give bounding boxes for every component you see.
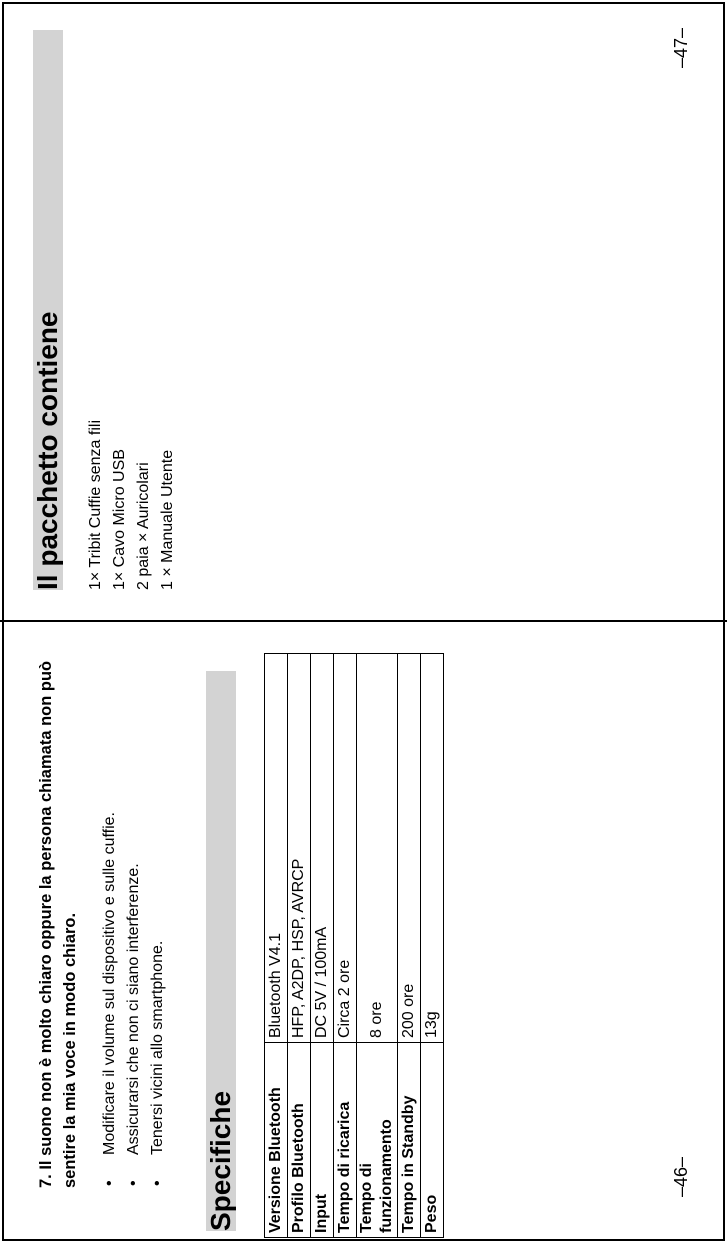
- spec-value: 200 ore: [398, 654, 421, 1043]
- spec-value: 8 ore: [357, 654, 398, 1043]
- table-row: [265, 654, 288, 1238]
- bullet-icon: •: [125, 1180, 142, 1186]
- spec-label: Tempo di funzionamento: [357, 1043, 398, 1238]
- table-row: [334, 654, 357, 1238]
- specs-section-header: [206, 671, 236, 1231]
- list-item: 1× Tribit Cuffie senza fili: [87, 419, 104, 590]
- table-row: [398, 654, 421, 1238]
- table-row: [421, 654, 444, 1238]
- troubleshooting-list: [98, 628, 170, 1188]
- list-item: 2 paia × Auricolari: [135, 462, 152, 590]
- page-number: –46–: [671, 1156, 691, 1197]
- bullet-icon: •: [101, 1180, 118, 1186]
- bullet-icon: •: [149, 1180, 166, 1186]
- specs-table: [264, 653, 444, 1238]
- spec-label: Peso: [421, 1043, 444, 1238]
- section-title: Specifiche: [205, 1090, 236, 1231]
- list-item: • Modificare il volume sul dispositivo e sulle cuffie.: [98, 628, 122, 1188]
- list-item: • Tenersi vicini allo smartphone.: [146, 628, 170, 1188]
- list-item: 1× Cavo Micro USB: [111, 449, 128, 590]
- spec-value: HFP, A2DP, HSP, AVRCP: [288, 654, 311, 1043]
- package-contents-list: [84, 30, 180, 590]
- spec-label: Input: [311, 1043, 334, 1238]
- page-46: [0, 624, 727, 1243]
- spec-value: 13g: [421, 654, 444, 1043]
- table-row: [311, 654, 334, 1238]
- spec-label: Tempo in Standby: [398, 1043, 421, 1238]
- table-row: [357, 654, 398, 1238]
- page-47: [0, 2, 727, 620]
- section-title: Il pacchetto contiene: [32, 311, 63, 590]
- faq-title: 7. Il suono non è molto chiaro oppure la persona chiamata non può sentire la mia voce in modo chiaro.: [37, 660, 79, 1188]
- spec-label: Versione Bluetooth: [265, 1043, 288, 1238]
- list-item: • Assicurarsi che non ci siano interferenze.: [122, 628, 146, 1188]
- page-number: –47–: [671, 27, 691, 68]
- spec-label: Tempo di ricarica: [334, 1043, 357, 1238]
- package-section-header: [33, 30, 63, 590]
- table-row: [288, 654, 311, 1238]
- spec-label: Profilo Bluetooth: [288, 1043, 311, 1238]
- spec-value: Bluetooth V4.1: [265, 654, 288, 1043]
- list-item: 1 × Manuale Utente: [159, 449, 176, 590]
- page-divider: [0, 620, 727, 622]
- spec-value: Circa 2 ore: [334, 654, 357, 1043]
- spec-value: DC 5V / 100mA: [311, 654, 334, 1043]
